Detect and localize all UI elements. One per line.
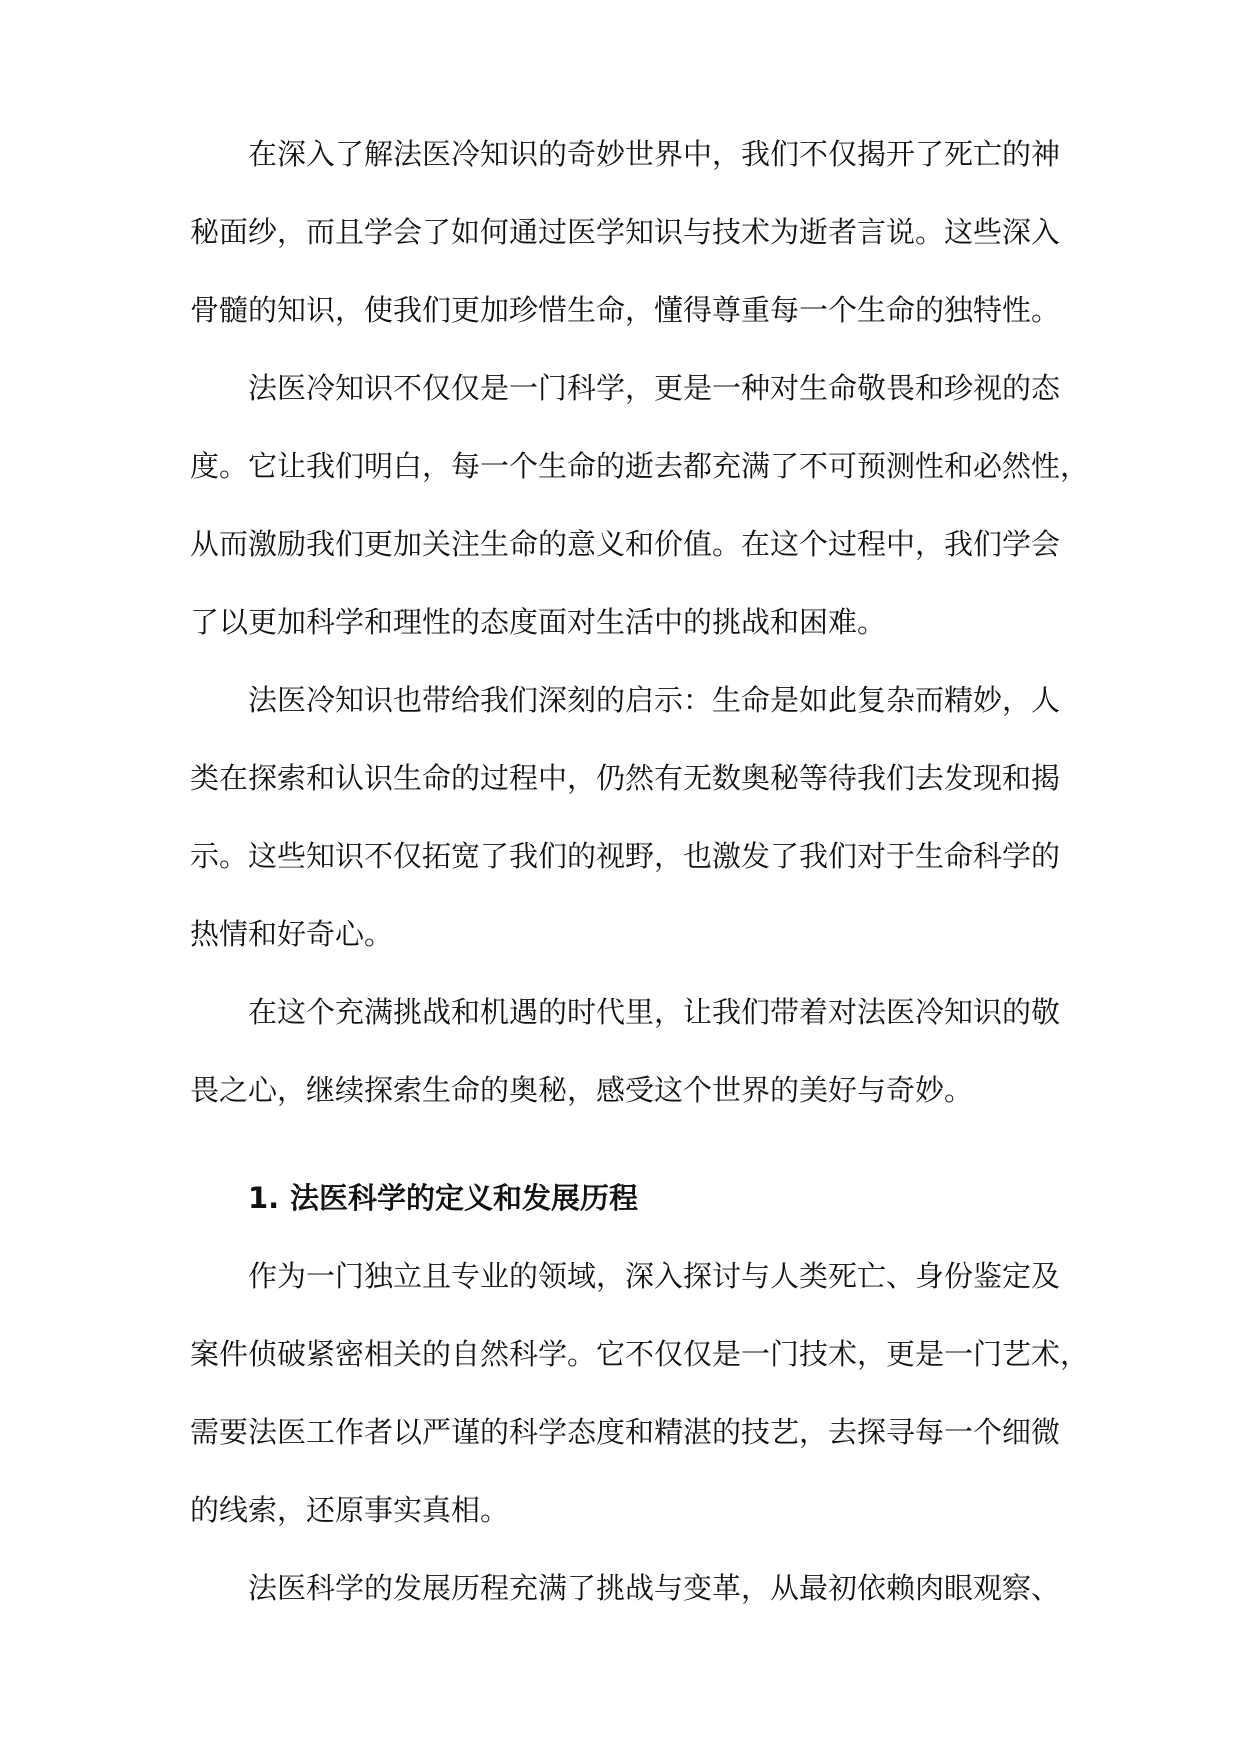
text-line: 的线索，还原事实真相。 xyxy=(190,1493,510,1527)
text-line: 热情和好奇心。 xyxy=(190,917,394,951)
text-line: 从而激励我们更加关注生命的意义和价值。在这个过程中，我们学会 xyxy=(190,527,1061,561)
section-title: 法医科学的定义和发展历程 xyxy=(290,1181,639,1215)
text-line: 示。这些知识不仅拓宽了我们的视野，也激发了我们对于生命科学的 xyxy=(190,839,1061,873)
text-line: 法医科学的发展历程充满了挑战与变革，从最初依赖肉眼观察、 xyxy=(248,1571,1061,1605)
text-line: 畏之心，继续探索生命的奥秘，感受这个世界的美好与奇妙。 xyxy=(190,1073,974,1107)
text-line: 在深入了解法医冷知识的奇妙世界中，我们不仅揭开了死亡的神 xyxy=(248,137,1061,171)
section-number: 1. xyxy=(248,1181,280,1215)
text-line: 骨髓的知识，使我们更加珍惜生命，懂得尊重每一个生命的独特性。 xyxy=(190,293,1061,327)
text-line: 需要法医工作者以严谨的科学态度和精湛的技艺，去探寻每一个细微 xyxy=(190,1415,1061,1449)
text-line: 案件侦破紧密相关的自然科学。它不仅仅是一门技术，更是一门艺术， xyxy=(190,1337,1090,1371)
text-line: 在这个充满挑战和机遇的时代里，让我们带着对法医冷知识的敬 xyxy=(248,995,1061,1029)
text-line: 法医冷知识不仅仅是一门科学，更是一种对生命敬畏和珍视的态 xyxy=(248,371,1061,405)
section-heading xyxy=(190,1159,1060,1237)
section-spacer xyxy=(190,1129,1060,1159)
paragraph xyxy=(190,1237,1090,1549)
paragraph xyxy=(190,1549,1060,1627)
text-line: 秘面纱，而且学会了如何通过医学知识与技术为逝者言说。这些深入 xyxy=(190,215,1061,249)
paragraph xyxy=(190,115,1060,349)
document-page xyxy=(190,115,1090,1627)
text-line: 作为一门独立且专业的领域，深入探讨与人类死亡、身份鉴定及 xyxy=(248,1259,1061,1293)
text-line: 度。它让我们明白，每一个生命的逝去都充满了不可预测性和必然性， xyxy=(190,449,1090,483)
paragraph xyxy=(190,661,1060,973)
paragraph xyxy=(190,349,1090,661)
text-line: 类在探索和认识生命的过程中，仍然有无数奥秘等待我们去发现和揭 xyxy=(190,761,1061,795)
text-line: 法医冷知识也带给我们深刻的启示：生命是如此复杂而精妙，人 xyxy=(248,683,1061,717)
paragraph xyxy=(190,973,1060,1129)
text-line: 了以更加科学和理性的态度面对生活中的挑战和困难。 xyxy=(190,605,887,639)
